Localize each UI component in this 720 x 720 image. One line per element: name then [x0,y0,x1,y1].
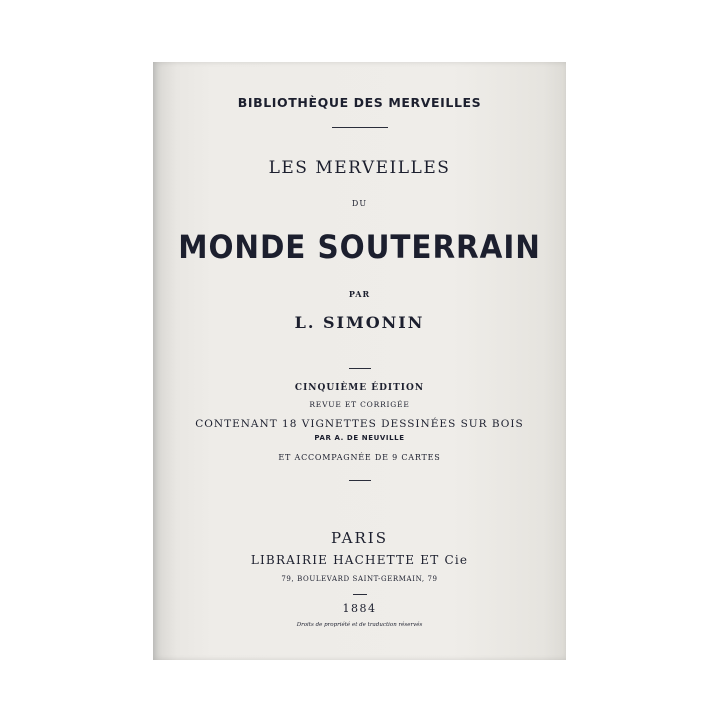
divider-rule [349,368,371,369]
illustrations-line: CONTENANT 18 VIGNETTES DESSINÉES SUR BOIS [195,418,524,430]
illustrator-line: PAR A. DE NEUVILLE [314,434,405,442]
publisher-address: 79, BOULEVARD SAINT-GERMAIN, 79 [281,575,438,583]
author-name: L. SIMONIN [294,313,425,332]
publication-year: 1884 [342,602,377,615]
series-title: BIBLIOTHÈQUE DES MERVEILLES [237,95,482,110]
connector-par: PAR [348,289,371,299]
maps-line: ET ACCOMPAGNÉE DE 9 CARTES [278,453,441,462]
title-page [153,62,566,660]
divider-rule [332,127,388,128]
divider-rule [353,594,367,595]
pretitle: LES MERVEILLES [268,158,451,178]
divider-rule [349,480,371,481]
edition-line: CINQUIÈME ÉDITION [294,383,425,393]
publication-city: PARIS [330,529,389,547]
book-title: MONDE SOUTERRAIN [178,228,541,266]
rights-notice: Droits de propriété et de traduction réservés [296,622,423,628]
connector-du: DU [351,199,368,208]
publisher-name: LIBRAIRIE HACHETTE ET Cie [250,553,469,567]
revision-line: REVUE ET CORRIGÉE [309,400,410,409]
